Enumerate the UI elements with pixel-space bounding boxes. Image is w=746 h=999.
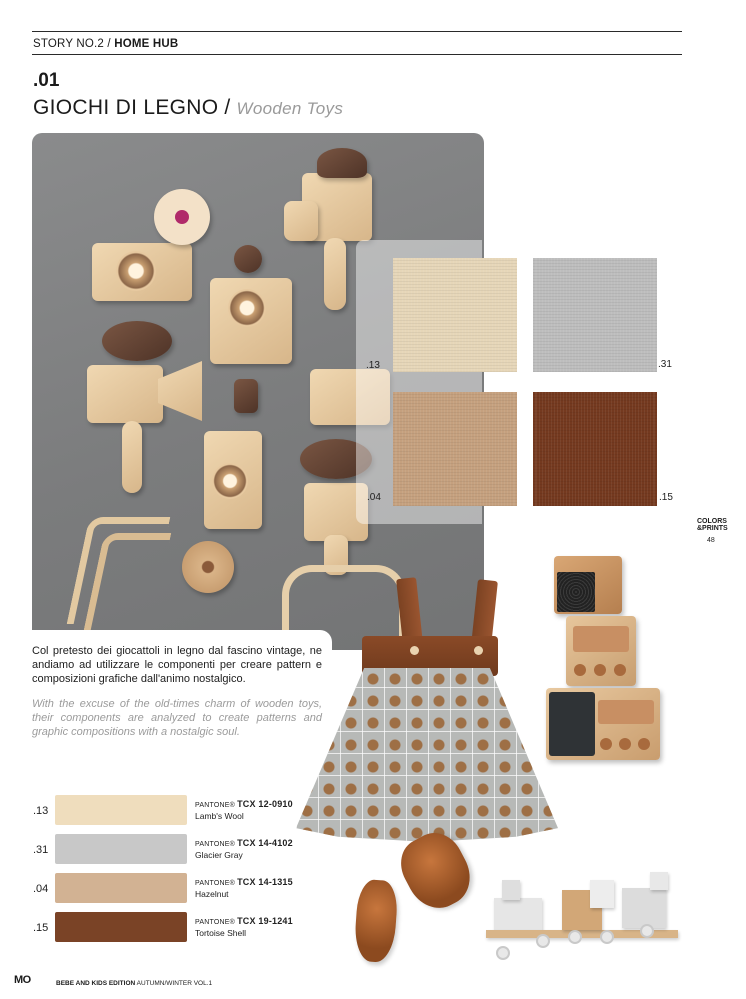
toy-wooden-disc	[182, 541, 234, 593]
page-number: 48	[707, 537, 715, 544]
pantone-label: PANTONE	[195, 841, 230, 848]
palette-code: .13	[33, 805, 49, 817]
story-prefix: STORY NO.2 /	[33, 38, 115, 50]
story-breadcrumb	[33, 38, 178, 50]
color-name: Lamb's Wool	[195, 811, 244, 821]
fabric-swatch-13	[393, 258, 517, 372]
section-tag	[697, 518, 728, 532]
fabric-swatch-04	[393, 392, 517, 506]
radio-knob	[600, 738, 612, 750]
palette-code: .04	[33, 883, 49, 895]
radio-speaker	[557, 572, 595, 612]
radio-knob	[619, 738, 631, 750]
pantone-code: TCX 14-1315	[237, 877, 293, 887]
pantone-code: TCX 19-1241	[237, 916, 293, 926]
magazine-logo: MO	[14, 974, 31, 986]
swatch-label-04: .04	[367, 492, 381, 503]
palette-bar-lambs-wool	[55, 795, 187, 825]
pantone-label: PANTONE	[195, 880, 230, 887]
radio-dial	[598, 700, 654, 724]
toy-train-wheel	[536, 934, 550, 948]
edition-rest: AUTUMN/WINTER VOL.1	[135, 980, 213, 987]
swatch-label-13: .13	[366, 360, 380, 371]
color-name: Glacier Gray	[195, 850, 243, 860]
section-number: .01	[33, 70, 60, 91]
pantone-label: PANTONE	[195, 919, 230, 926]
fabric-swatch-31	[533, 258, 657, 372]
description-box	[32, 630, 332, 750]
toy-heart-reel	[317, 148, 367, 178]
toy-train-wheel	[640, 924, 654, 938]
radio-panel	[549, 692, 595, 756]
toy-train-wheel	[496, 946, 510, 960]
toy-movie-camera-2	[87, 365, 163, 423]
toy-heart-reel-2	[102, 321, 172, 361]
toy-lens	[212, 463, 248, 499]
toy-viewfinder	[234, 379, 258, 413]
toy-train-engine	[494, 898, 542, 932]
swatch-label-31: .31	[658, 359, 672, 370]
story-section: HOME HUB	[114, 38, 179, 50]
dress-button	[410, 646, 419, 655]
pantone-label: PANTONE	[195, 802, 230, 809]
title-separator: /	[224, 96, 231, 119]
swatch-label-15: .15	[659, 492, 673, 503]
toy-train-chimney	[502, 880, 520, 900]
toy-handle-2	[122, 421, 142, 493]
edition-footer	[56, 980, 212, 987]
baby-shoe	[353, 879, 399, 964]
radio-knob	[614, 664, 626, 676]
color-name: Tortoise Shell	[195, 928, 247, 938]
dress-skirt	[296, 668, 558, 842]
top-rule	[32, 31, 682, 32]
color-name: Hazelnut	[195, 889, 229, 899]
title-english: Wooden Toys	[236, 99, 344, 118]
pantone-ref: PANTONE® TCX 14-1315	[195, 877, 293, 887]
toy-handle	[324, 238, 346, 310]
fabric-swatch-15	[533, 392, 657, 506]
edition-bold: BEBE AND KIDS EDITION	[56, 980, 136, 987]
palette-bar-tortoise-shell	[55, 912, 187, 942]
toy-train-block	[650, 872, 668, 890]
palette-bar-glacier-gray	[55, 834, 187, 864]
description-english: With the excuse of the old-times charm of wooden toys, their components are analyzed to create patterns and graphic compositions with a nostalgic soul.	[32, 698, 322, 738]
toy-movie-lens	[284, 201, 318, 241]
radio-dial	[573, 626, 629, 652]
pantone-code: TCX 14-4102	[237, 838, 293, 848]
toy-train-wheel	[568, 930, 582, 944]
dress-button	[474, 646, 483, 655]
toy-lens	[228, 289, 266, 327]
toy-flower-center	[175, 210, 189, 224]
palette-code: .31	[33, 844, 49, 856]
toy-dark-knob	[234, 245, 262, 273]
palette-bar-hazelnut	[55, 873, 187, 903]
section-tag-line2: &PRINTS	[697, 525, 728, 532]
pantone-code: TCX 12-0910	[237, 799, 293, 809]
radio-knob	[574, 664, 586, 676]
radio-knob	[638, 738, 650, 750]
description-italian: Col pretesto dei giocattoli in legno dal fascino vintage, ne andiamo ad utilizzare le componenti per creare pattern e composizioni grafiche dall'animo nostalgico.	[32, 645, 322, 685]
pantone-ref: PANTONE® TCX 14-4102	[195, 838, 293, 848]
header-rule	[32, 54, 682, 55]
pantone-ref: PANTONE® TCX 12-0910	[195, 799, 293, 809]
toy-train-wheel	[600, 930, 614, 944]
toy-horn-lens	[158, 361, 202, 421]
toy-lens	[116, 251, 156, 291]
title-italian: GIOCHI DI LEGNO	[33, 96, 219, 119]
page-title	[33, 96, 343, 120]
toy-train-block	[622, 888, 666, 928]
radio-knob	[594, 664, 606, 676]
section-tag-line1: COLORS	[697, 518, 727, 525]
palette-code: .15	[33, 922, 49, 934]
pantone-ref: PANTONE® TCX 19-1241	[195, 916, 293, 926]
toy-train-block	[590, 880, 614, 908]
